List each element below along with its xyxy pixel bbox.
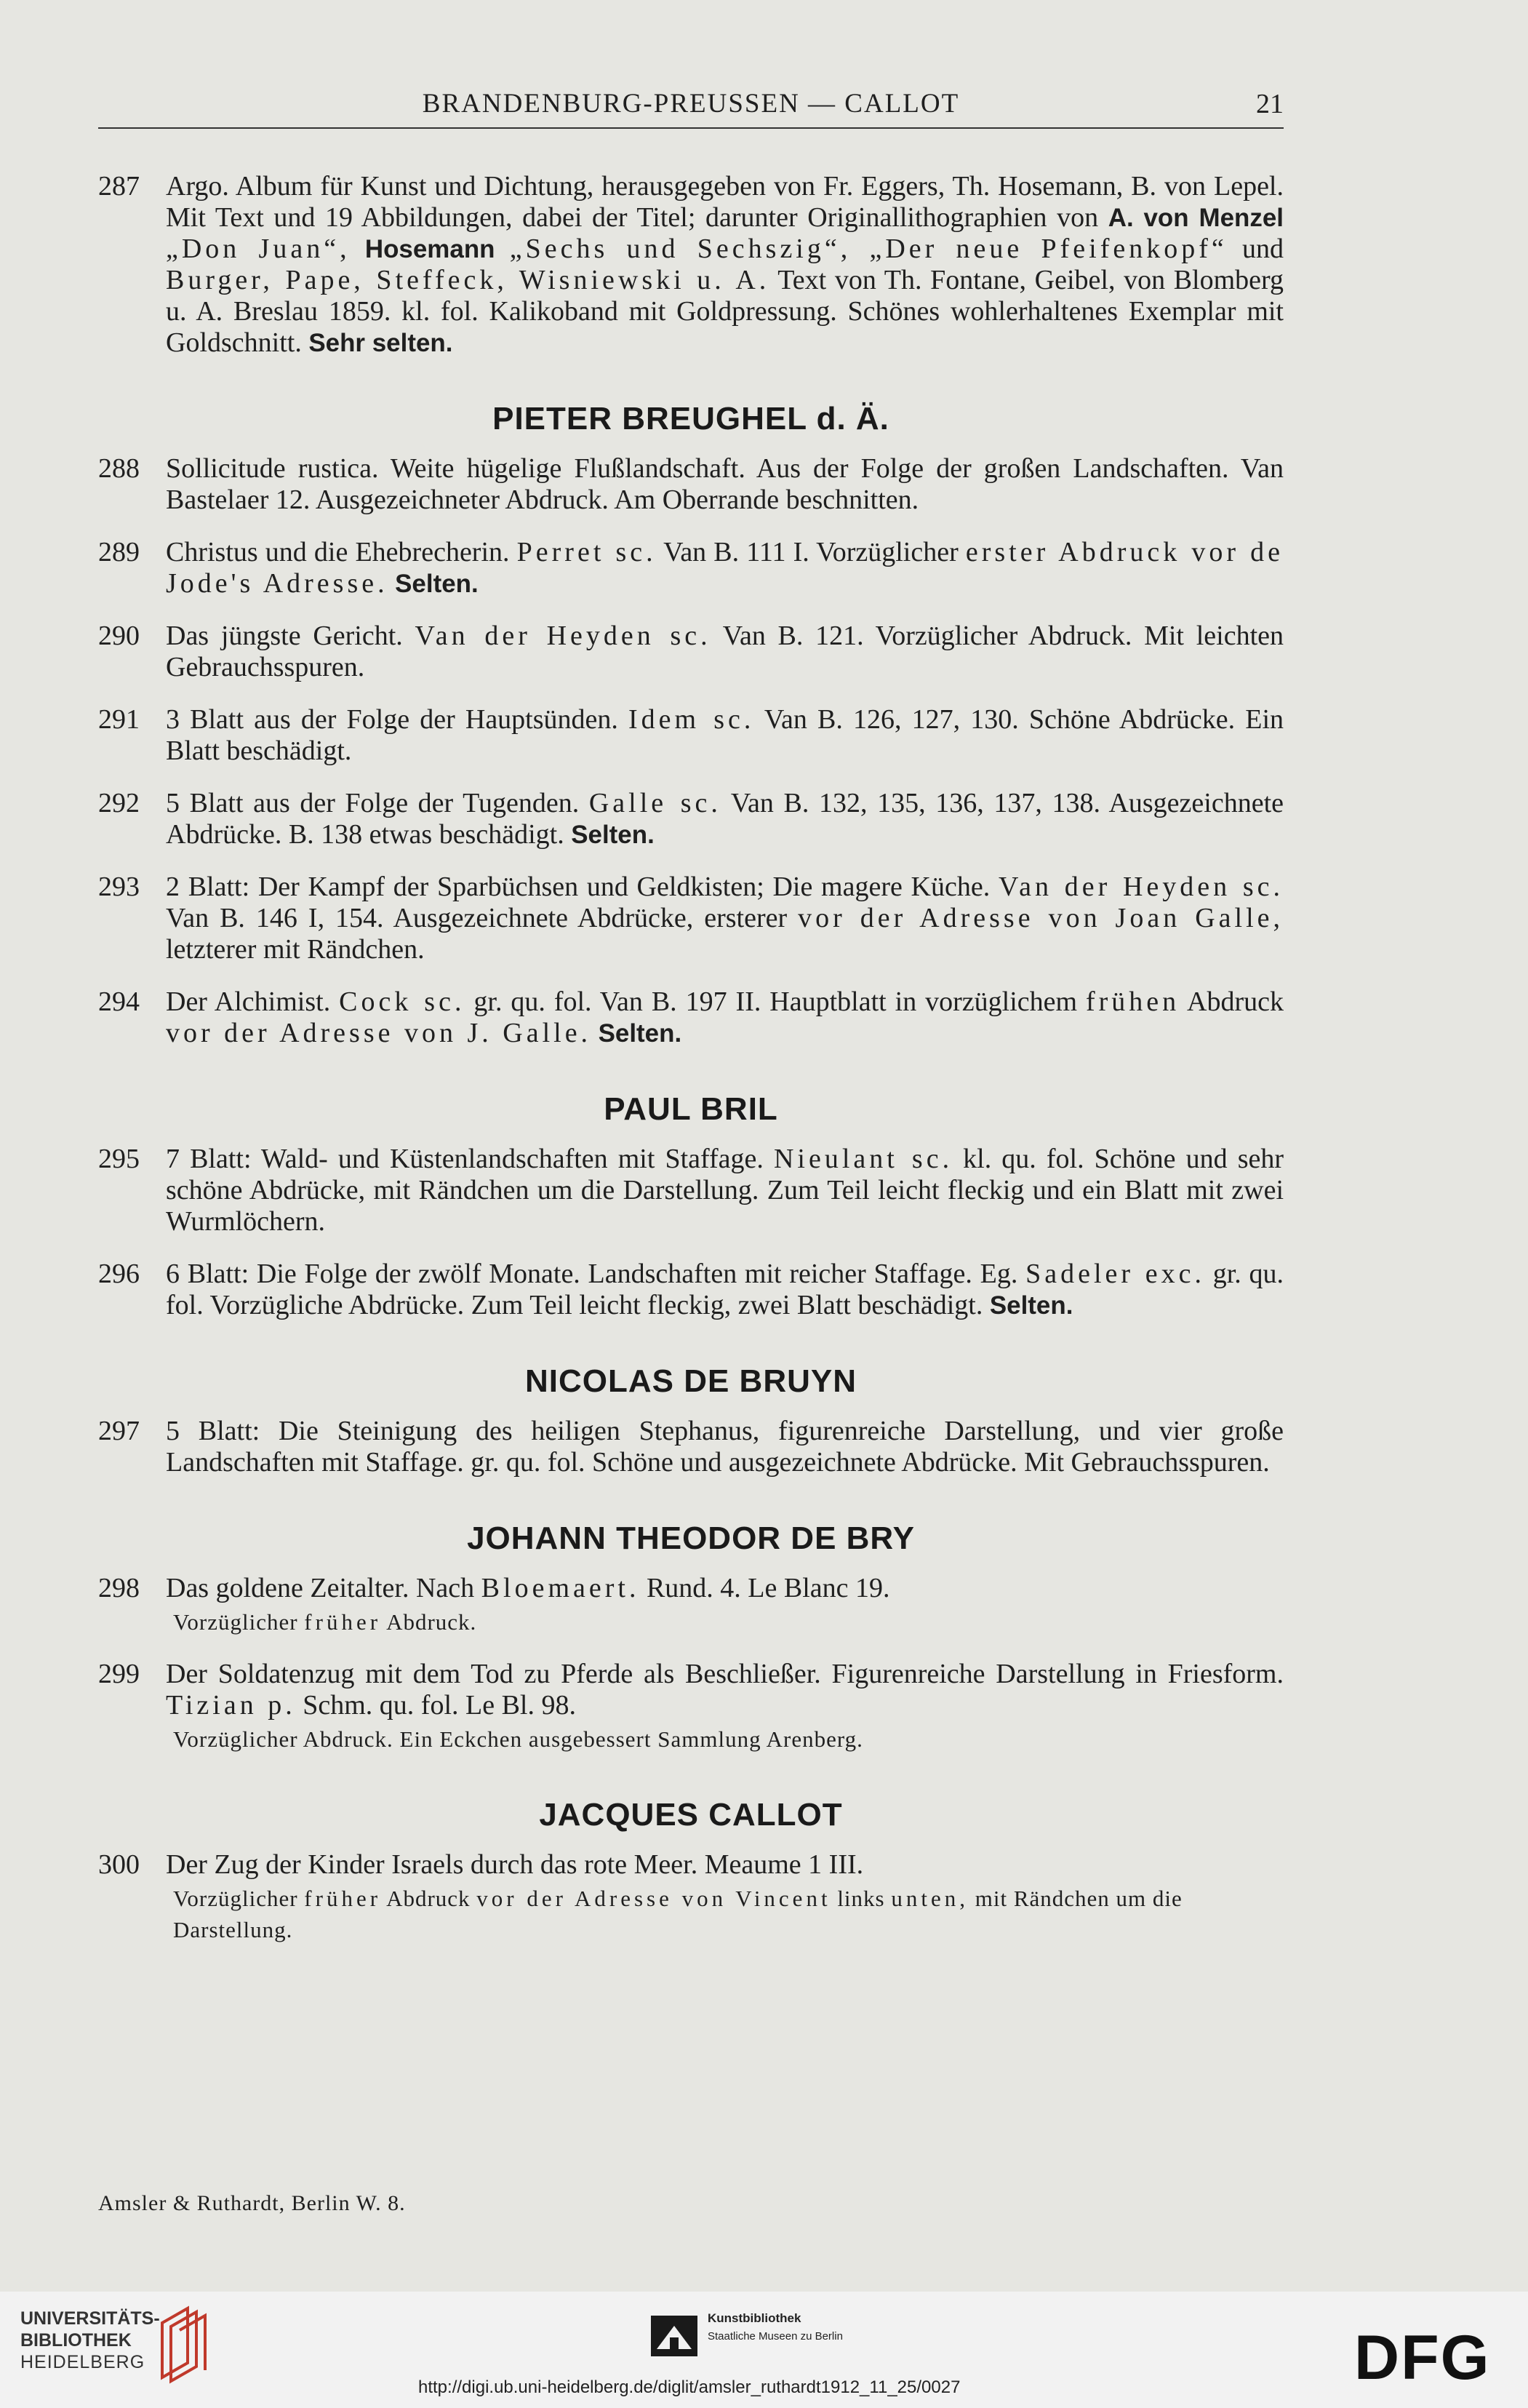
text-run: letzterer mit Rändchen. [166,934,425,965]
entry-description [166,1573,1284,1604]
text-run: Rund. 4. Le Blanc 19. [639,1573,890,1603]
artist-heading: PAUL BRIL [604,1091,778,1127]
text-run: Abdruck [1180,986,1284,1017]
catalog-entry [98,872,1284,965]
text-run: Abdruck. [381,1609,477,1635]
text-run [495,234,510,264]
spaced-emphasis: Tizian p. [166,1690,296,1721]
text-run: 2 Blatt: Der Kampf der Sparbüchsen und Geldkisten; Die magere Küche. [166,872,999,902]
text-run: 3 Blatt aus der Folge der Hauptsünden. [166,704,629,735]
text-run: Van B. 121. Vorzüglicher Abdruck. Mit leichten Gebrauchsspuren. [166,621,1284,682]
header-rule [98,127,1284,129]
text-run: links [831,1886,892,1911]
artist-heading: JOHANN THEODOR DE BRY [467,1520,915,1556]
entry-description [166,453,1284,516]
text-run: und [1227,234,1284,264]
spaced-emphasis: früher [304,1886,382,1911]
entry-description [166,621,1284,683]
spaced-emphasis: erster Abdruck vor de Jode's Adresse. [166,537,1284,599]
text-run: gr. qu. fol. Vorzügliche Abdrücke. Zum Teil leicht fleckig, zwei Blatt beschädigt. [166,1259,1284,1320]
running-head-title: BRANDENBURG-PREUSSEN — CALLOT [422,89,960,119]
text-run: Sollicitude rustica. Weite hügelige Flußlandschaft. Aus der Folge der großen Landschaften. Van Bastelaer 12. Ausgezeichneter Abdruck. Am Oberrande beschnitten. [166,453,1284,515]
catalog-entry [98,537,1284,599]
ub-logo-line1: UNIVERSITÄTS- [20,2308,160,2329]
imprint: Amsler & Ruthardt, Berlin W. 8. [98,2191,406,2215]
spaced-emphasis: Van der Heyden sc. [998,872,1284,902]
text-run: Vorzüglicher [173,1886,305,1911]
spaced-emphasis: Galle sc. [588,788,721,818]
text-run: Van B. 132, 135, 136, 137, 138. Ausgezeichnete Abdrücke. B. 138 etwas beschädigt. [166,788,1284,850]
artist-heading: JACQUES CALLOT [539,1797,843,1833]
ub-logo-mark-icon [155,2305,213,2385]
digitization-footer [0,2292,1528,2408]
text-run: Van B. 146 I, 154. Ausgezeichnete Abdrücke, ersterer [166,903,799,933]
catalog-entry [98,1144,1284,1237]
entry-number: 294 [98,986,140,1017]
running-head [98,84,1284,127]
text-run [351,234,365,264]
entry-description [166,872,1284,965]
spaced-emphasis: vor der Adresse von Vincent [476,1886,831,1911]
spaced-emphasis: Bloemaert. [481,1573,640,1603]
artist-heading: PIETER BREUGHEL d. Ä. [492,401,889,436]
bold-emphasis: Sehr selten. [308,329,453,357]
spaced-emphasis: Burger, Pape, Steffeck, Wisniewski u. A. [166,265,770,295]
catalog-entry [98,1416,1284,1478]
ub-heidelberg-logo[interactable] [20,2308,224,2395]
entry-description [166,986,1284,1049]
spaced-emphasis: „Sechs und Sechszig“, „Der neue Pfeifenkopf“ [509,234,1228,264]
entry-number: 291 [98,704,140,735]
page-number: 21 [1256,89,1284,119]
entry-description [166,1659,1284,1721]
catalog-entry [98,788,1284,850]
spaced-emphasis: Van der Heyden sc. [415,621,711,651]
entry-description [166,1849,1284,1881]
text-run: Text von Th. Fontane, Geibel, von Blomberg u. A. Breslau 1859. kl. fol. Kalikoband mit Goldpressung. Schönes wohlerhaltenes Exemplar mit Goldschnitt. [166,265,1284,358]
text-run: 6 Blatt: Die Folge der zwölf Monate. Landschaften mit reicher Staffage. Eg. [166,1259,1026,1289]
text-run: Vorzüglicher Abdruck. Ein Eckchen ausgebessert Sammlung Arenberg. [173,1726,863,1752]
spaced-emphasis: vor der Adresse von Joan Galle, [798,903,1284,933]
ub-logo-line2: BIBLIOTHEK [20,2330,132,2351]
text-run: Der Zug der Kinder Israels durch das rote Meer. Meaume 1 III. [166,1849,864,1880]
text-run: gr. qu. fol. Van B. 197 II. Hauptblatt in vorzüglichem [465,986,1086,1017]
text-run: Schm. qu. fol. Le Bl. 98. [295,1690,576,1721]
entry-number: 288 [98,453,140,484]
entry-number: 300 [98,1849,140,1880]
bold-emphasis: A. von Menzel [1108,204,1284,232]
catalog-content [98,171,1284,1966]
spaced-emphasis: Perret sc. [516,537,657,567]
catalog-entry [98,1849,1284,1945]
entry-number: 290 [98,621,140,651]
spaced-emphasis: unten, [891,1886,969,1911]
spaced-emphasis: Sadeler exc. [1025,1259,1205,1289]
spaced-emphasis: „Don Juan“, [166,234,351,264]
entry-number: 298 [98,1573,140,1603]
entry-number: 292 [98,788,140,818]
text-run: 5 Blatt: Die Steinigung des heiligen Stephanus, figurenreiche Darstellung, und vier große Landschaften mit Staffage. gr. qu. fol. Schöne und ausgezeichnete Abdrücke. Mit Gebrauchsspuren. [166,1416,1284,1478]
entry-number: 287 [98,171,140,202]
text-run: Vorzüglicher [173,1609,305,1635]
bold-emphasis: Hosemann [364,235,495,263]
entry-number: 297 [98,1416,140,1446]
catalog-entry [98,1573,1284,1638]
catalog-entry [98,986,1284,1049]
text-run: 5 Blatt aus der Folge der Tugenden. [166,788,589,818]
entry-description [166,1144,1284,1237]
entry-note [166,1723,1284,1755]
entry-description [166,1416,1284,1478]
catalog-entry [98,453,1284,516]
spaced-emphasis: Nieulant sc. [773,1144,953,1174]
text-run: 7 Blatt: Wald- und Küstenlandschaften mit Staffage. [166,1144,774,1174]
entry-description [166,704,1284,767]
entry-number: 296 [98,1259,140,1289]
text-run: Van B. 126, 127, 130. Schöne Abdrücke. Ein Blatt beschädigt. [166,704,1284,766]
kunstbibliothek-mark-icon [651,2316,697,2356]
artist-heading: NICOLAS DE BRUYN [524,1363,857,1399]
text-run: Argo. Album für Kunst und Dichtung, herausgegeben von Fr. Eggers, Th. Hosemann, B. von Lepel. Mit Text und 19 Abbildungen, dabei der Titel; darunter Originallithographien von [166,171,1284,233]
catalog-entry [98,171,1284,359]
spaced-emphasis: Cock sc. [339,986,465,1017]
spaced-emphasis: Idem sc. [628,704,755,735]
spaced-emphasis: frühen [1086,986,1180,1017]
kunstbibliothek-logo[interactable] [651,2310,956,2361]
entry-description [166,1259,1284,1321]
entry-description [166,171,1284,359]
ub-logo-line3: HEIDELBERG [20,2352,145,2372]
bold-emphasis: Selten. [571,821,655,849]
text-run: Das goldene Zeitalter. Nach [166,1573,481,1603]
permalink-url[interactable]: http://digi.ub.uni-heidelberg.de/diglit/amsler_ruthardt1912_11_25/0027 [418,2377,961,2397]
text-run: Abdruck [381,1886,477,1911]
entry-number: 289 [98,537,140,567]
bold-emphasis: Selten. [395,570,479,598]
catalog-entry [98,1659,1284,1755]
entry-number: 295 [98,1144,140,1174]
text-run [591,1018,599,1048]
text-run: kl. qu. fol. Schöne und sehr schöne Abdrücke, mit Rändchen um die Darstellung. Zum Teil leicht fleckig und ein Blatt mit zwei Wurmlöchern. [166,1144,1284,1237]
entry-note [166,1606,1284,1638]
spaced-emphasis: vor der Adresse von J. Galle. [166,1018,592,1048]
bold-emphasis: Selten. [598,1019,682,1048]
entry-description [166,788,1284,850]
entry-number: 293 [98,872,140,902]
text-run: Van B. 111 I. Vorzüglicher [656,537,966,567]
kunstbibliothek-title: Kunstbibliothek [708,2311,801,2325]
text-run: Christus und die Ehebrecherin. [166,537,517,567]
text-run: Der Alchimist. [166,986,340,1017]
text-run: Der Soldatenzug mit dem Tod zu Pferde als Beschließer. Figurenreiche Darstellung in Friesform. [166,1659,1284,1689]
text-run: Das jüngste Gericht. [166,621,415,651]
dfg-logo[interactable]: DFG [1354,2323,1491,2393]
entry-number: 299 [98,1659,140,1689]
bold-emphasis: Selten. [989,1291,1073,1320]
catalog-entry [98,1259,1284,1321]
spaced-emphasis: früher [304,1609,382,1635]
catalog-entry [98,621,1284,683]
text-run [388,568,396,599]
kunstbibliothek-subtitle: Staatliche Museen zu Berlin [708,2330,843,2343]
entry-note [166,1883,1284,1945]
entry-description [166,537,1284,599]
text-run: mit Rändchen um die Darstellung. [173,1886,1183,1942]
catalog-entry [98,704,1284,767]
